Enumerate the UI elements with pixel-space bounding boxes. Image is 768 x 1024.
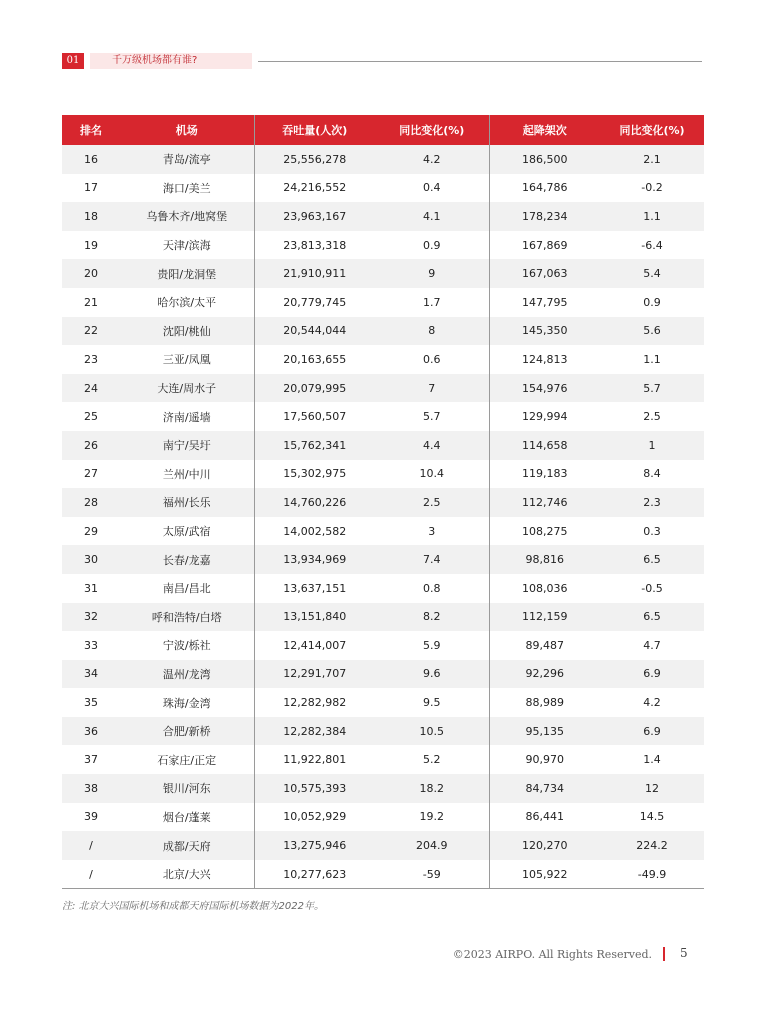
table-row xyxy=(62,774,704,803)
cell-movements: 95,135 xyxy=(489,717,600,746)
cell-rank: 36 xyxy=(62,717,120,746)
cell-movements-change: -6.4 xyxy=(600,231,704,260)
cell-rank: 30 xyxy=(62,545,120,574)
cell-airport: 大连/周水子 xyxy=(120,374,254,403)
cell-airport: 三亚/凤凰 xyxy=(120,345,254,374)
cell-rank: 31 xyxy=(62,574,120,603)
cell-movements: 112,746 xyxy=(489,488,600,517)
cell-movements: 98,816 xyxy=(489,545,600,574)
section-header xyxy=(62,51,702,71)
cell-throughput-change: 4.2 xyxy=(375,145,489,174)
cell-rank: / xyxy=(62,831,120,860)
cell-rank: 24 xyxy=(62,374,120,403)
cell-movements-change: 224.2 xyxy=(600,831,704,860)
cell-rank: 29 xyxy=(62,517,120,546)
cell-throughput: 13,151,840 xyxy=(254,603,375,632)
cell-throughput-change: 7 xyxy=(375,374,489,403)
cell-airport: 呼和浩特/白塔 xyxy=(120,603,254,632)
cell-movements-change: 6.9 xyxy=(600,717,704,746)
cell-airport: 沈阳/桃仙 xyxy=(120,317,254,346)
cell-throughput: 14,002,582 xyxy=(254,517,375,546)
footer-divider xyxy=(663,947,665,961)
cell-rank: 28 xyxy=(62,488,120,517)
cell-movements-change: 2.5 xyxy=(600,402,704,431)
cell-airport: 成都/天府 xyxy=(120,831,254,860)
cell-movements: 120,270 xyxy=(489,831,600,860)
cell-rank: 25 xyxy=(62,402,120,431)
cell-throughput: 23,813,318 xyxy=(254,231,375,260)
cell-movements-change: 2.1 xyxy=(600,145,704,174)
cell-airport: 贵阳/龙洞堡 xyxy=(120,259,254,288)
cell-rank: 17 xyxy=(62,174,120,203)
cell-rank: 33 xyxy=(62,631,120,660)
cell-rank: / xyxy=(62,860,120,889)
footnote: 注: 北京大兴国际机场和成都天府国际机场数据为2022年。 xyxy=(62,901,324,912)
copyright: ©2023 AIRPO. All Rights Reserved. xyxy=(452,948,652,961)
cell-throughput-change: 0.6 xyxy=(375,345,489,374)
cell-throughput-change: 5.2 xyxy=(375,745,489,774)
cell-throughput: 20,079,995 xyxy=(254,374,375,403)
table-row xyxy=(62,603,704,632)
cell-movements: 129,994 xyxy=(489,402,600,431)
cell-rank: 38 xyxy=(62,774,120,803)
cell-movements: 154,976 xyxy=(489,374,600,403)
cell-throughput-change: 4.4 xyxy=(375,431,489,460)
cell-throughput-change: 8 xyxy=(375,317,489,346)
table-row xyxy=(62,631,704,660)
cell-airport: 珠海/金湾 xyxy=(120,688,254,717)
cell-throughput-change: 0.4 xyxy=(375,174,489,203)
table-row xyxy=(62,402,704,431)
cell-throughput: 11,922,801 xyxy=(254,745,375,774)
cell-airport: 石家庄/正定 xyxy=(120,745,254,774)
cell-airport: 福州/长乐 xyxy=(120,488,254,517)
table-row xyxy=(62,860,704,889)
cell-airport: 海口/美兰 xyxy=(120,174,254,203)
cell-movements-change: -49.9 xyxy=(600,860,704,889)
cell-throughput: 14,760,226 xyxy=(254,488,375,517)
cell-movements-change: 0.9 xyxy=(600,288,704,317)
cell-throughput-change: 18.2 xyxy=(375,774,489,803)
cell-movements: 88,989 xyxy=(489,688,600,717)
cell-throughput-change: 5.9 xyxy=(375,631,489,660)
cell-movements-change: 1 xyxy=(600,431,704,460)
cell-movements-change: 5.4 xyxy=(600,259,704,288)
table-header-row xyxy=(62,115,704,145)
table-row xyxy=(62,717,704,746)
cell-rank: 23 xyxy=(62,345,120,374)
cell-airport: 银川/河东 xyxy=(120,774,254,803)
cell-airport: 南昌/昌北 xyxy=(120,574,254,603)
table-row xyxy=(62,545,704,574)
cell-throughput-change: 1.7 xyxy=(375,288,489,317)
table-row xyxy=(62,660,704,689)
cell-throughput: 25,556,278 xyxy=(254,145,375,174)
cell-movements: 124,813 xyxy=(489,345,600,374)
cell-throughput: 15,762,341 xyxy=(254,431,375,460)
cell-throughput: 20,779,745 xyxy=(254,288,375,317)
cell-throughput: 20,544,044 xyxy=(254,317,375,346)
cell-movements-change: 1.1 xyxy=(600,202,704,231)
cell-airport: 合肥/新桥 xyxy=(120,717,254,746)
cell-movements: 167,063 xyxy=(489,259,600,288)
table-row xyxy=(62,745,704,774)
cell-rank: 34 xyxy=(62,660,120,689)
table-row xyxy=(62,317,704,346)
cell-airport: 温州/龙湾 xyxy=(120,660,254,689)
cell-throughput: 24,216,552 xyxy=(254,174,375,203)
cell-throughput: 12,414,007 xyxy=(254,631,375,660)
table-row xyxy=(62,259,704,288)
cell-movements-change: 4.2 xyxy=(600,688,704,717)
cell-movements: 90,970 xyxy=(489,745,600,774)
cell-movements-change: 12 xyxy=(600,774,704,803)
cell-rank: 21 xyxy=(62,288,120,317)
cell-airport: 太原/武宿 xyxy=(120,517,254,546)
cell-movements-change: 1.1 xyxy=(600,345,704,374)
cell-throughput: 20,163,655 xyxy=(254,345,375,374)
cell-throughput-change: 8.2 xyxy=(375,603,489,632)
cell-throughput: 12,282,384 xyxy=(254,717,375,746)
cell-throughput-change: 9 xyxy=(375,259,489,288)
cell-airport: 天津/滨海 xyxy=(120,231,254,260)
cell-throughput-change: -59 xyxy=(375,860,489,889)
cell-airport: 济南/遥墙 xyxy=(120,402,254,431)
cell-movements-change: 6.5 xyxy=(600,545,704,574)
header-movements: 起降架次 xyxy=(489,115,600,145)
section-number: 01 xyxy=(62,53,84,69)
cell-rank: 20 xyxy=(62,259,120,288)
cell-movements: 178,234 xyxy=(489,202,600,231)
cell-movements: 84,734 xyxy=(489,774,600,803)
cell-airport: 哈尔滨/太平 xyxy=(120,288,254,317)
cell-movements: 92,296 xyxy=(489,660,600,689)
cell-airport: 宁波/栎社 xyxy=(120,631,254,660)
cell-rank: 37 xyxy=(62,745,120,774)
cell-throughput: 23,963,167 xyxy=(254,202,375,231)
table-row xyxy=(62,174,704,203)
cell-airport: 青岛/流亭 xyxy=(120,145,254,174)
cell-rank: 39 xyxy=(62,803,120,832)
cell-movements: 108,275 xyxy=(489,517,600,546)
cell-movements-change: -0.2 xyxy=(600,174,704,203)
cell-throughput: 13,934,969 xyxy=(254,545,375,574)
cell-throughput-change: 5.7 xyxy=(375,402,489,431)
table-row xyxy=(62,688,704,717)
table-row xyxy=(62,231,704,260)
cell-movements-change: 2.3 xyxy=(600,488,704,517)
cell-throughput: 12,291,707 xyxy=(254,660,375,689)
header-movements-change: 同比变化(%) xyxy=(600,115,704,145)
cell-throughput-change: 9.5 xyxy=(375,688,489,717)
cell-throughput-change: 10.4 xyxy=(375,460,489,489)
cell-rank: 26 xyxy=(62,431,120,460)
cell-movements-change: 8.4 xyxy=(600,460,704,489)
cell-throughput: 13,637,151 xyxy=(254,574,375,603)
cell-throughput: 10,277,623 xyxy=(254,860,375,889)
table-row xyxy=(62,831,704,860)
cell-movements: 86,441 xyxy=(489,803,600,832)
header-throughput: 吞吐量(人次) xyxy=(254,115,375,145)
cell-airport: 兰州/中川 xyxy=(120,460,254,489)
table-row xyxy=(62,431,704,460)
cell-movements: 147,795 xyxy=(489,288,600,317)
table-row xyxy=(62,460,704,489)
cell-rank: 32 xyxy=(62,603,120,632)
cell-rank: 18 xyxy=(62,202,120,231)
cell-movements: 108,036 xyxy=(489,574,600,603)
cell-movements-change: 0.3 xyxy=(600,517,704,546)
cell-throughput-change: 4.1 xyxy=(375,202,489,231)
cell-rank: 35 xyxy=(62,688,120,717)
cell-rank: 19 xyxy=(62,231,120,260)
cell-rank: 27 xyxy=(62,460,120,489)
table-row xyxy=(62,345,704,374)
cell-throughput: 12,282,982 xyxy=(254,688,375,717)
cell-airport: 烟台/蓬莱 xyxy=(120,803,254,832)
cell-movements: 89,487 xyxy=(489,631,600,660)
table-row xyxy=(62,288,704,317)
table-row xyxy=(62,374,704,403)
airport-ranking-table xyxy=(62,115,704,889)
cell-movements: 119,183 xyxy=(489,460,600,489)
cell-throughput: 15,302,975 xyxy=(254,460,375,489)
header-throughput-change: 同比变化(%) xyxy=(375,115,489,145)
cell-throughput-change: 0.9 xyxy=(375,231,489,260)
table-row xyxy=(62,488,704,517)
cell-throughput-change: 9.6 xyxy=(375,660,489,689)
cell-throughput-change: 2.5 xyxy=(375,488,489,517)
table-row xyxy=(62,202,704,231)
cell-movements: 112,159 xyxy=(489,603,600,632)
cell-movements-change: 6.9 xyxy=(600,660,704,689)
header-airport: 机场 xyxy=(120,115,254,145)
cell-throughput: 10,575,393 xyxy=(254,774,375,803)
cell-throughput-change: 0.8 xyxy=(375,574,489,603)
cell-movements: 164,786 xyxy=(489,174,600,203)
cell-throughput-change: 3 xyxy=(375,517,489,546)
cell-movements: 167,869 xyxy=(489,231,600,260)
table-row xyxy=(62,574,704,603)
cell-movements-change: 6.5 xyxy=(600,603,704,632)
cell-movements: 186,500 xyxy=(489,145,600,174)
cell-movements: 114,658 xyxy=(489,431,600,460)
cell-throughput-change: 7.4 xyxy=(375,545,489,574)
header-rank: 排名 xyxy=(62,115,120,145)
cell-throughput: 21,910,911 xyxy=(254,259,375,288)
cell-movements-change: 14.5 xyxy=(600,803,704,832)
cell-movements-change: 4.7 xyxy=(600,631,704,660)
cell-throughput: 17,560,507 xyxy=(254,402,375,431)
cell-movements-change: 5.7 xyxy=(600,374,704,403)
cell-movements-change: 1.4 xyxy=(600,745,704,774)
section-title: 千万级机场都有谁? xyxy=(90,53,252,69)
cell-airport: 乌鲁木齐/地窝堡 xyxy=(120,202,254,231)
page-number: 5 xyxy=(680,946,688,960)
cell-movements: 145,350 xyxy=(489,317,600,346)
cell-movements: 105,922 xyxy=(489,860,600,889)
cell-throughput-change: 10.5 xyxy=(375,717,489,746)
cell-throughput: 10,052,929 xyxy=(254,803,375,832)
cell-airport: 北京/大兴 xyxy=(120,860,254,889)
cell-throughput: 13,275,946 xyxy=(254,831,375,860)
cell-rank: 16 xyxy=(62,145,120,174)
table-row xyxy=(62,145,704,174)
cell-rank: 22 xyxy=(62,317,120,346)
cell-throughput-change: 204.9 xyxy=(375,831,489,860)
cell-movements-change: -0.5 xyxy=(600,574,704,603)
section-divider xyxy=(258,61,702,62)
cell-airport: 南宁/吴圩 xyxy=(120,431,254,460)
table-row xyxy=(62,803,704,832)
cell-airport: 长春/龙嘉 xyxy=(120,545,254,574)
cell-throughput-change: 19.2 xyxy=(375,803,489,832)
table-row xyxy=(62,517,704,546)
cell-movements-change: 5.6 xyxy=(600,317,704,346)
